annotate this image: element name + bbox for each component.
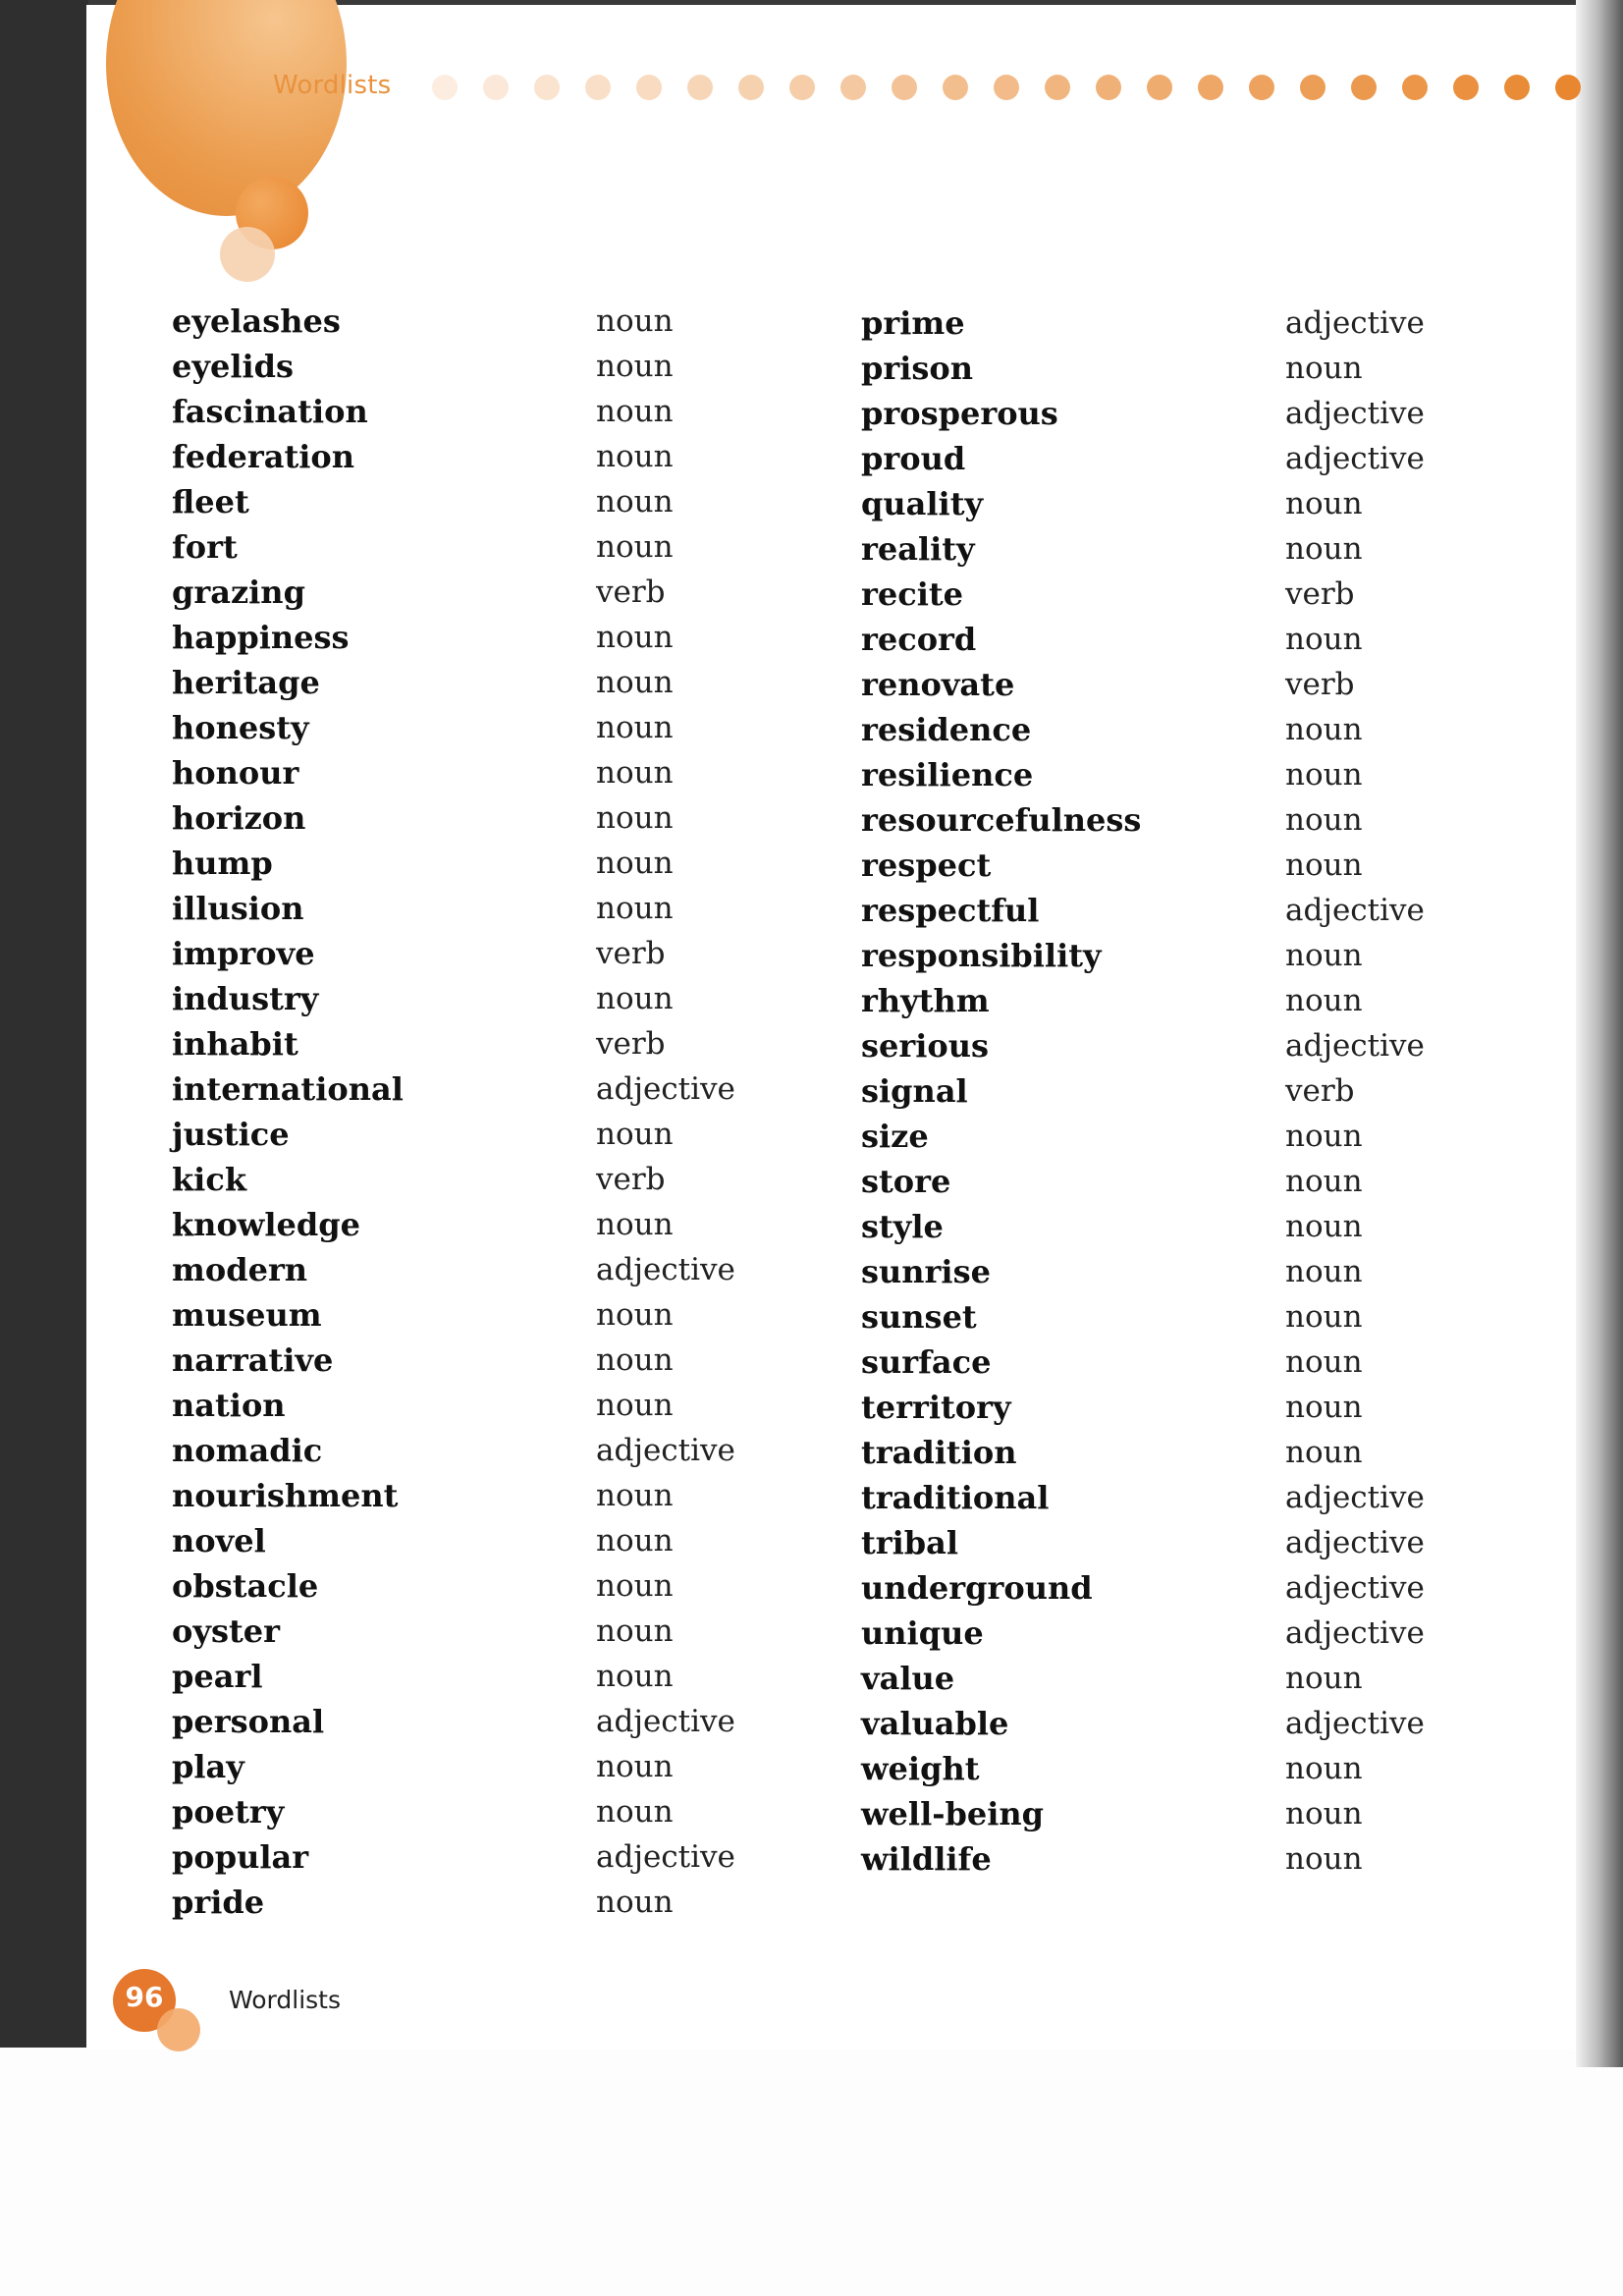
wordlist-word: heritage xyxy=(172,664,320,701)
wordlist-word: weight xyxy=(861,1750,980,1787)
header-dot xyxy=(994,75,1019,100)
header-dot xyxy=(1045,75,1070,100)
wordlist-part-of-speech: noun xyxy=(596,439,674,474)
wordlist-part-of-speech: verb xyxy=(1285,667,1355,702)
wordlist-part-of-speech: noun xyxy=(596,484,674,519)
wordlist-word: store xyxy=(861,1163,951,1200)
header-dot-row xyxy=(432,75,1620,104)
wordlist-part-of-speech: noun xyxy=(1285,1661,1363,1696)
wordlist-part-of-speech: noun xyxy=(596,1388,674,1423)
wordlist-word: tribal xyxy=(861,1524,959,1561)
wordlist-word: resilience xyxy=(861,756,1034,793)
wordlist-part-of-speech: noun xyxy=(596,710,674,745)
wordlist-word: pearl xyxy=(172,1658,263,1695)
header-dot xyxy=(840,75,866,100)
wordlist-part-of-speech: noun xyxy=(596,394,674,429)
wordlist-word: well-being xyxy=(861,1795,1045,1832)
header-title: Wordlists xyxy=(273,71,392,100)
wordlist-word: industry xyxy=(172,980,319,1017)
wordlist-part-of-speech: noun xyxy=(596,1568,674,1604)
wordlist-part-of-speech: adjective xyxy=(1285,1570,1425,1606)
wordlist-part-of-speech: noun xyxy=(596,1749,674,1784)
wordlist-part-of-speech: adjective xyxy=(1285,1706,1425,1741)
wordlist-part-of-speech: noun xyxy=(596,1523,674,1558)
wordlist-word: federation xyxy=(172,438,354,475)
wordlist-word: pride xyxy=(172,1884,265,1921)
wordlist-part-of-speech: adjective xyxy=(596,1071,735,1107)
wordlist-part-of-speech: adjective xyxy=(1285,1615,1425,1651)
wordlist-part-of-speech: adjective xyxy=(1285,396,1425,431)
wordlist-word: nomadic xyxy=(172,1432,323,1469)
wordlist-word: play xyxy=(172,1748,244,1785)
wordlist-part-of-speech: noun xyxy=(1285,1390,1363,1425)
wordlist-word: rhythm xyxy=(861,982,990,1019)
wordlist-part-of-speech: noun xyxy=(596,529,674,565)
wordlist-part-of-speech: noun xyxy=(1285,1119,1363,1154)
wordlist-part-of-speech: noun xyxy=(1285,938,1363,973)
wordlist-part-of-speech: noun xyxy=(596,755,674,791)
header-dot xyxy=(1096,75,1121,100)
book-spine-shadow xyxy=(1576,0,1623,2067)
wordlist-word: value xyxy=(861,1660,955,1697)
wordlist-part-of-speech: adjective xyxy=(1285,1525,1425,1560)
wordlist-part-of-speech: noun xyxy=(596,349,674,384)
wordlist-part-of-speech: noun xyxy=(596,1478,674,1513)
wordlist-part-of-speech: verb xyxy=(596,936,666,971)
wordlist-word: happiness xyxy=(172,619,350,656)
wordlist-part-of-speech: adjective xyxy=(596,1433,735,1468)
wordlist-part-of-speech: noun xyxy=(1285,1299,1363,1335)
header-dot xyxy=(943,75,968,100)
wordlist-part-of-speech: verb xyxy=(596,1026,666,1062)
wordlist-part-of-speech: noun xyxy=(596,1297,674,1333)
header-dot xyxy=(1198,75,1223,100)
header-dot xyxy=(585,75,611,100)
wordlist-word: prosperous xyxy=(861,395,1058,432)
wordlist-word: improve xyxy=(172,935,315,972)
wordlist-word: knowledge xyxy=(172,1206,360,1243)
wordlist-part-of-speech: noun xyxy=(596,981,674,1016)
wordlist-word: poetry xyxy=(172,1793,285,1831)
wordlist-part-of-speech: noun xyxy=(1285,531,1363,567)
header-dot xyxy=(1402,75,1428,100)
wordlist-part-of-speech: noun xyxy=(1285,1435,1363,1470)
header-dot xyxy=(483,75,509,100)
wordlist-word: grazing xyxy=(172,574,305,611)
wordlist-word: personal xyxy=(172,1703,325,1740)
wordlist-word: horizon xyxy=(172,799,306,837)
wordlist-word: signal xyxy=(861,1072,968,1110)
wordlist-part-of-speech: adjective xyxy=(1285,305,1425,341)
wordlist-word: prime xyxy=(861,304,965,342)
wordlist-part-of-speech: noun xyxy=(596,1659,674,1694)
wordlist-word: fort xyxy=(172,528,238,566)
decorative-circle-large xyxy=(106,0,347,216)
wordlist-word: quality xyxy=(861,485,984,522)
wordlist-word: narrative xyxy=(172,1341,334,1379)
wordlist-word: proud xyxy=(861,440,966,477)
wordlist-word: fleet xyxy=(172,483,249,520)
header-dot xyxy=(738,75,764,100)
wordlist-word: size xyxy=(861,1118,929,1155)
wordlist-part-of-speech: noun xyxy=(1285,1841,1363,1877)
wordlist-part-of-speech: noun xyxy=(1285,802,1363,838)
wordlist-part-of-speech: adjective xyxy=(1285,441,1425,476)
wordlist-word: sunrise xyxy=(861,1253,991,1290)
wordlist-word: eyelids xyxy=(172,348,295,385)
wordlist-word: fascination xyxy=(172,393,368,430)
wordlist-part-of-speech: noun xyxy=(1285,1751,1363,1786)
wordlist-word: respectful xyxy=(861,892,1040,929)
wordlist-part-of-speech: noun xyxy=(1285,757,1363,793)
wordlist-word: surface xyxy=(861,1343,992,1381)
wordlist-word: reality xyxy=(861,530,975,568)
wordlist-word: inhabit xyxy=(172,1025,298,1063)
wordlist-word: tradition xyxy=(861,1434,1017,1471)
wordlist-word: wildlife xyxy=(861,1840,992,1878)
wordlist-word: nation xyxy=(172,1387,286,1424)
wordlist-part-of-speech: noun xyxy=(1285,1344,1363,1380)
wordlist-word: modern xyxy=(172,1251,308,1288)
wordlist-word: obstacle xyxy=(172,1567,319,1605)
wordlist-part-of-speech: verb xyxy=(596,574,666,610)
wordlist-part-of-speech: noun xyxy=(596,1342,674,1378)
header-dot xyxy=(432,75,458,100)
wordlist-word: underground xyxy=(861,1569,1093,1607)
wordlist-part-of-speech: adjective xyxy=(596,1839,735,1875)
wordlist-part-of-speech: verb xyxy=(1285,1073,1355,1109)
header-dot xyxy=(1555,75,1581,100)
wordlist-word: honesty xyxy=(172,709,309,746)
wordlist-part-of-speech: noun xyxy=(1285,712,1363,747)
wordlist-word: popular xyxy=(172,1838,309,1876)
wordlist-part-of-speech: adjective xyxy=(596,1704,735,1739)
page-number-badge-accent xyxy=(157,2008,200,2051)
wordlist-part-of-speech: noun xyxy=(1285,351,1363,386)
wordlist-part-of-speech: noun xyxy=(596,800,674,836)
wordlist-word: responsibility xyxy=(861,937,1102,974)
wordlist-word: oyster xyxy=(172,1613,280,1650)
wordlist-part-of-speech: adjective xyxy=(1285,893,1425,928)
wordlist-part-of-speech: noun xyxy=(596,1613,674,1649)
wordlist-word: honour xyxy=(172,754,299,792)
wordlist-part-of-speech: noun xyxy=(1285,983,1363,1018)
wordlist-word: illusion xyxy=(172,890,304,927)
footer-label: Wordlists xyxy=(229,1986,342,2014)
wordlist-part-of-speech: noun xyxy=(1285,486,1363,521)
header-dot xyxy=(1300,75,1325,100)
header-dot xyxy=(1351,75,1377,100)
scan-edge-left xyxy=(0,0,88,2048)
wordlist-part-of-speech: noun xyxy=(596,620,674,655)
wordlist-word: sunset xyxy=(861,1298,977,1336)
wordlist-part-of-speech: noun xyxy=(1285,622,1363,657)
wordlist-part-of-speech: noun xyxy=(596,665,674,700)
wordlist-word: kick xyxy=(172,1161,246,1198)
decorative-circle-small xyxy=(220,227,275,282)
wordlist-part-of-speech: noun xyxy=(596,846,674,881)
header-dot xyxy=(1249,75,1274,100)
wordlist-word: resourcefulness xyxy=(861,801,1142,839)
wordlist-word: eyelashes xyxy=(172,302,341,340)
wordlist-part-of-speech: noun xyxy=(1285,1209,1363,1244)
wordlist-part-of-speech: noun xyxy=(596,1207,674,1242)
wordlist-part-of-speech: noun xyxy=(1285,1254,1363,1289)
header-dot xyxy=(1504,75,1530,100)
header-dot xyxy=(687,75,713,100)
page-number: 96 xyxy=(125,1981,164,2013)
wordlist-word: hump xyxy=(172,845,273,882)
wordlist-word: museum xyxy=(172,1296,322,1334)
wordlist-word: justice xyxy=(172,1116,290,1153)
wordlist-word: international xyxy=(172,1070,404,1108)
wordlist-part-of-speech: adjective xyxy=(1285,1028,1425,1064)
wordlist-part-of-speech: noun xyxy=(596,303,674,339)
wordlist-word: nourishment xyxy=(172,1477,399,1514)
header-dot xyxy=(636,75,662,100)
wordlist-word: renovate xyxy=(861,666,1015,703)
header-dot xyxy=(892,75,917,100)
scanner-bed xyxy=(0,2048,1623,2296)
wordlist-word: style xyxy=(861,1208,944,1245)
wordlist-word: respect xyxy=(861,847,992,884)
wordlist-part-of-speech: noun xyxy=(1285,1164,1363,1199)
wordlist-part-of-speech: adjective xyxy=(596,1252,735,1287)
wordlist-word: prison xyxy=(861,350,974,387)
wordlist-word: territory xyxy=(861,1389,1011,1426)
wordlist-part-of-speech: noun xyxy=(1285,847,1363,883)
wordlist-part-of-speech: noun xyxy=(596,1885,674,1920)
wordlist-word: novel xyxy=(172,1522,266,1559)
wordlist-part-of-speech: verb xyxy=(596,1162,666,1197)
wordlist-word: residence xyxy=(861,711,1032,748)
wordlist-word: valuable xyxy=(861,1705,1009,1742)
wordlist-word: recite xyxy=(861,575,963,613)
header-dot xyxy=(534,75,560,100)
wordlist-part-of-speech: noun xyxy=(596,891,674,926)
wordlist-part-of-speech: adjective xyxy=(1285,1480,1425,1515)
wordlist-word: unique xyxy=(861,1614,984,1652)
wordlist-word: serious xyxy=(861,1027,990,1065)
wordlist-part-of-speech: noun xyxy=(596,1117,674,1152)
header-dot xyxy=(1147,75,1172,100)
wordlist-word: record xyxy=(861,621,977,658)
wordlist-part-of-speech: verb xyxy=(1285,576,1355,612)
wordlist-part-of-speech: noun xyxy=(596,1794,674,1830)
header-dot xyxy=(1453,75,1479,100)
header-dot xyxy=(789,75,815,100)
wordlist-part-of-speech: noun xyxy=(1285,1796,1363,1831)
wordlist-word: traditional xyxy=(861,1479,1050,1516)
